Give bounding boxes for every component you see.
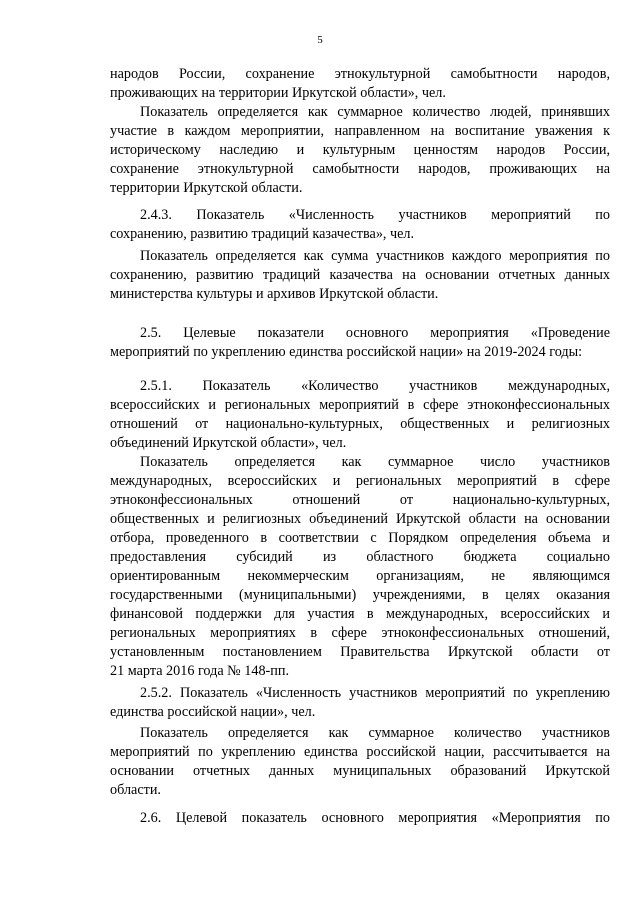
text-line: области. <box>110 782 161 798</box>
text-line: 2.5.2. Показатель «Численность участников мероприятий по укреплению <box>140 685 610 701</box>
text-line: Показатель определяется как суммарное количество людей, принявших <box>140 104 610 120</box>
text-line: общественных и религиозных объединений Иркутской области на основании <box>110 511 610 527</box>
paragraph-2-5 <box>110 324 610 362</box>
text-line: министерства культуры и архивов Иркутской области. <box>110 286 439 302</box>
text-line: территории Иркутской области. <box>110 180 303 196</box>
text-line: Показатель определяется как суммарное число участников <box>140 454 610 470</box>
text-line: 21 марта 2016 года № 148-пп. <box>110 663 289 679</box>
text-line: государственными (муниципальными) учреждениями, в целях оказания <box>110 587 610 603</box>
paragraph-2-6 <box>110 809 610 828</box>
text-line: основании отчетных данных муниципальных образований Иркутской <box>110 763 610 779</box>
text-line: Показатель определяется как суммарное количество участников <box>140 725 610 741</box>
text-line: ориентированным некоммерческим организациям, не являющимся <box>110 568 610 584</box>
text-line: народов России, сохранение этнокультурной самобытности народов, <box>110 66 610 82</box>
text-line: 2.5.1. Показатель «Количество участников международных, <box>140 378 610 394</box>
paragraph-2-5-2 <box>110 684 610 722</box>
page-number: 5 <box>317 34 323 46</box>
paragraph-2 <box>110 103 610 198</box>
text-line: этноконфессиональных отношений от национально-культурных, <box>110 492 610 508</box>
paragraph-2-5-1 <box>110 377 610 453</box>
text-line: Показатель определяется как сумма участников каждого мероприятия по <box>140 248 610 264</box>
text-line: проживающих на территории Иркутской области», чел. <box>110 85 446 101</box>
text-line: всероссийских и региональных мероприятий в сфере этноконфессиональных <box>110 397 610 413</box>
text-line: мероприятий по укреплению единства российской нации, рассчитывается на <box>110 744 610 760</box>
text-line: сохранению, развитию традиций казачества», чел. <box>110 226 415 242</box>
text-line: международных, всероссийских и региональных мероприятий в сфере <box>110 473 610 489</box>
text-line: 2.4.3. Показатель «Численность участников мероприятий по <box>140 207 610 223</box>
paragraph-2-4-3 <box>110 206 610 244</box>
text-line: отбора, проведенного в соответствии с Порядком определения объема и <box>110 530 610 546</box>
text-line: сохранение этнокультурной самобытности народов, проживающих на <box>110 161 610 177</box>
text-line: сохранению, развитию традиций казачества на основании отчетных данных <box>110 267 610 283</box>
text-line: региональных мероприятиях в сфере этноконфессиональных отношений, <box>110 625 610 641</box>
text-line: финансовой поддержки для участия в международных, всероссийских и <box>110 606 610 622</box>
text-line: единства российской нации», чел. <box>110 704 316 720</box>
paragraph-2-4-3-description <box>110 247 610 304</box>
paragraph-2-5-2-description <box>110 724 610 800</box>
paragraph-2-5-1-description <box>110 453 610 681</box>
text-line: установленным постановлением Правительства Иркутской области от <box>110 644 610 660</box>
text-line: объединений Иркутской области», чел. <box>110 435 347 451</box>
text-line: мероприятий по укреплению единства российской нации» на 2019-2024 годы: <box>110 344 583 360</box>
text-line: 2.6. Целевой показатель основного мероприятия «Мероприятия по <box>140 810 610 826</box>
text-line: предоставления субсидий из областного бюджета социально <box>110 549 610 565</box>
text-line: историческому наследию и культурным ценностям народов России, <box>110 142 610 158</box>
text-line: участие в каждом мероприятии, направленном на воспитание уважения к <box>110 123 610 139</box>
text-line: 2.5. Целевые показатели основного мероприятия «Проведение <box>140 325 610 341</box>
paragraph-1 <box>110 65 610 103</box>
text-line: отношений от национально-культурных, общественных и религиозных <box>110 416 610 432</box>
